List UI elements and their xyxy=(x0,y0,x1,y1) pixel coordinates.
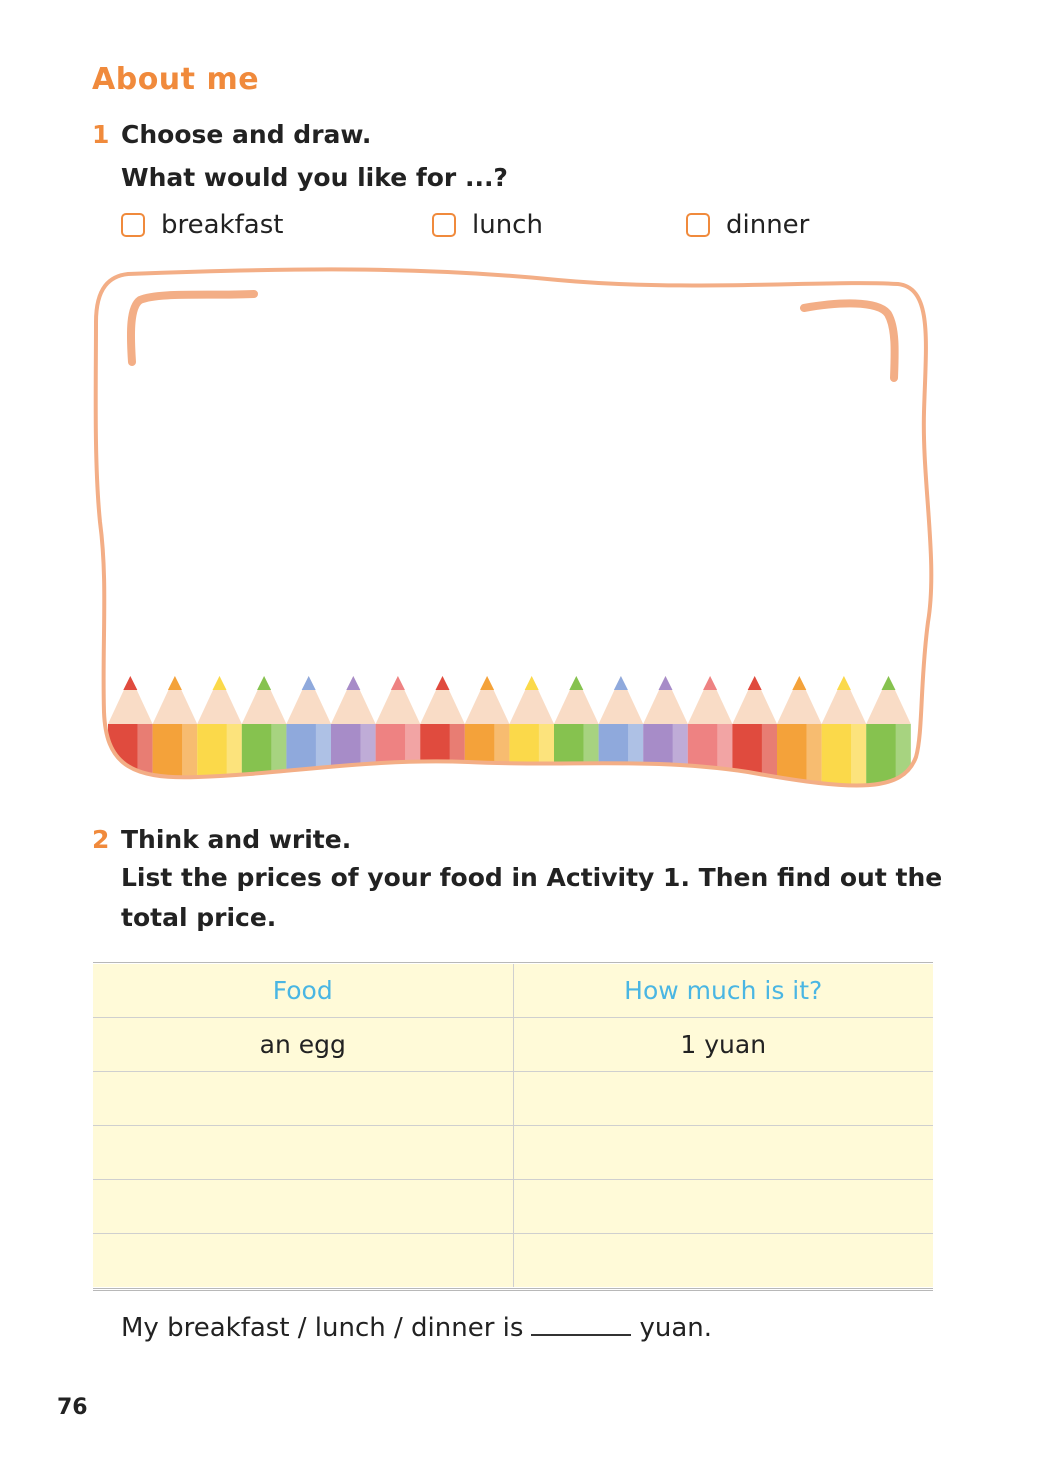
activity-1-question: What would you like for ...? xyxy=(121,163,508,192)
total-sentence xyxy=(121,1312,712,1343)
frame-swash-right xyxy=(804,303,895,378)
price-cell[interactable] xyxy=(513,1126,933,1180)
activity-2-heading: Think and write. xyxy=(121,825,352,854)
pencil xyxy=(420,676,465,802)
food-cell[interactable] xyxy=(93,1234,513,1288)
food-cell: an egg xyxy=(93,1018,513,1072)
price-cell[interactable] xyxy=(513,1180,933,1234)
page-number: 76 xyxy=(57,1395,88,1420)
pencil xyxy=(643,676,688,802)
option-label-breakfast: breakfast xyxy=(161,210,284,240)
price-cell[interactable] xyxy=(513,1072,933,1126)
pencil xyxy=(153,676,198,802)
food-cell[interactable] xyxy=(93,1180,513,1234)
sentence-before: My breakfast / lunch / dinner is xyxy=(121,1313,524,1343)
option-breakfast[interactable] xyxy=(121,210,283,240)
checkbox-breakfast[interactable] xyxy=(121,213,145,237)
pencil xyxy=(242,676,287,802)
frame-swash-left xyxy=(131,294,254,362)
total-blank[interactable] xyxy=(531,1312,631,1336)
table-row xyxy=(93,1018,933,1072)
table-row xyxy=(93,1072,933,1126)
table-row xyxy=(93,1126,933,1180)
pencil xyxy=(599,676,644,802)
pencil xyxy=(108,676,153,802)
food-cell[interactable] xyxy=(93,1072,513,1126)
activity-2-number: 2 xyxy=(92,825,110,854)
pencil xyxy=(465,676,510,802)
drawing-frame xyxy=(88,262,938,802)
activity-2-instruction: List the prices of your food in Activity 1. Then find out the total price. xyxy=(121,863,943,932)
pencil xyxy=(376,676,421,802)
price-table xyxy=(93,964,933,1287)
food-cell[interactable] xyxy=(93,1126,513,1180)
header-price: How much is it? xyxy=(513,964,933,1018)
table-row xyxy=(93,1234,933,1288)
pencil xyxy=(197,676,242,802)
option-label-lunch: lunch xyxy=(472,210,543,240)
pencil xyxy=(509,676,554,802)
activity-1-number: 1 xyxy=(92,120,110,149)
table-row xyxy=(93,1180,933,1234)
pencil xyxy=(732,676,777,802)
option-label-dinner: dinner xyxy=(726,210,810,240)
option-lunch[interactable] xyxy=(432,210,543,240)
pencil xyxy=(286,676,331,802)
option-dinner[interactable] xyxy=(686,210,809,240)
checkbox-lunch[interactable] xyxy=(432,213,456,237)
header-food: Food xyxy=(93,964,513,1018)
table-header-row xyxy=(93,964,933,1018)
pencil xyxy=(554,676,599,802)
price-cell: 1 yuan xyxy=(513,1018,933,1072)
pencil-border xyxy=(108,676,911,802)
table-bottom-rule xyxy=(93,1288,933,1291)
price-cell[interactable] xyxy=(513,1234,933,1288)
pencil xyxy=(331,676,376,802)
sentence-after: yuan. xyxy=(639,1313,713,1343)
pencil xyxy=(688,676,733,802)
activity-1-heading: Choose and draw. xyxy=(121,120,372,149)
section-title: About me xyxy=(92,62,260,97)
drawing-area[interactable] xyxy=(88,262,938,802)
checkbox-dinner[interactable] xyxy=(686,213,710,237)
